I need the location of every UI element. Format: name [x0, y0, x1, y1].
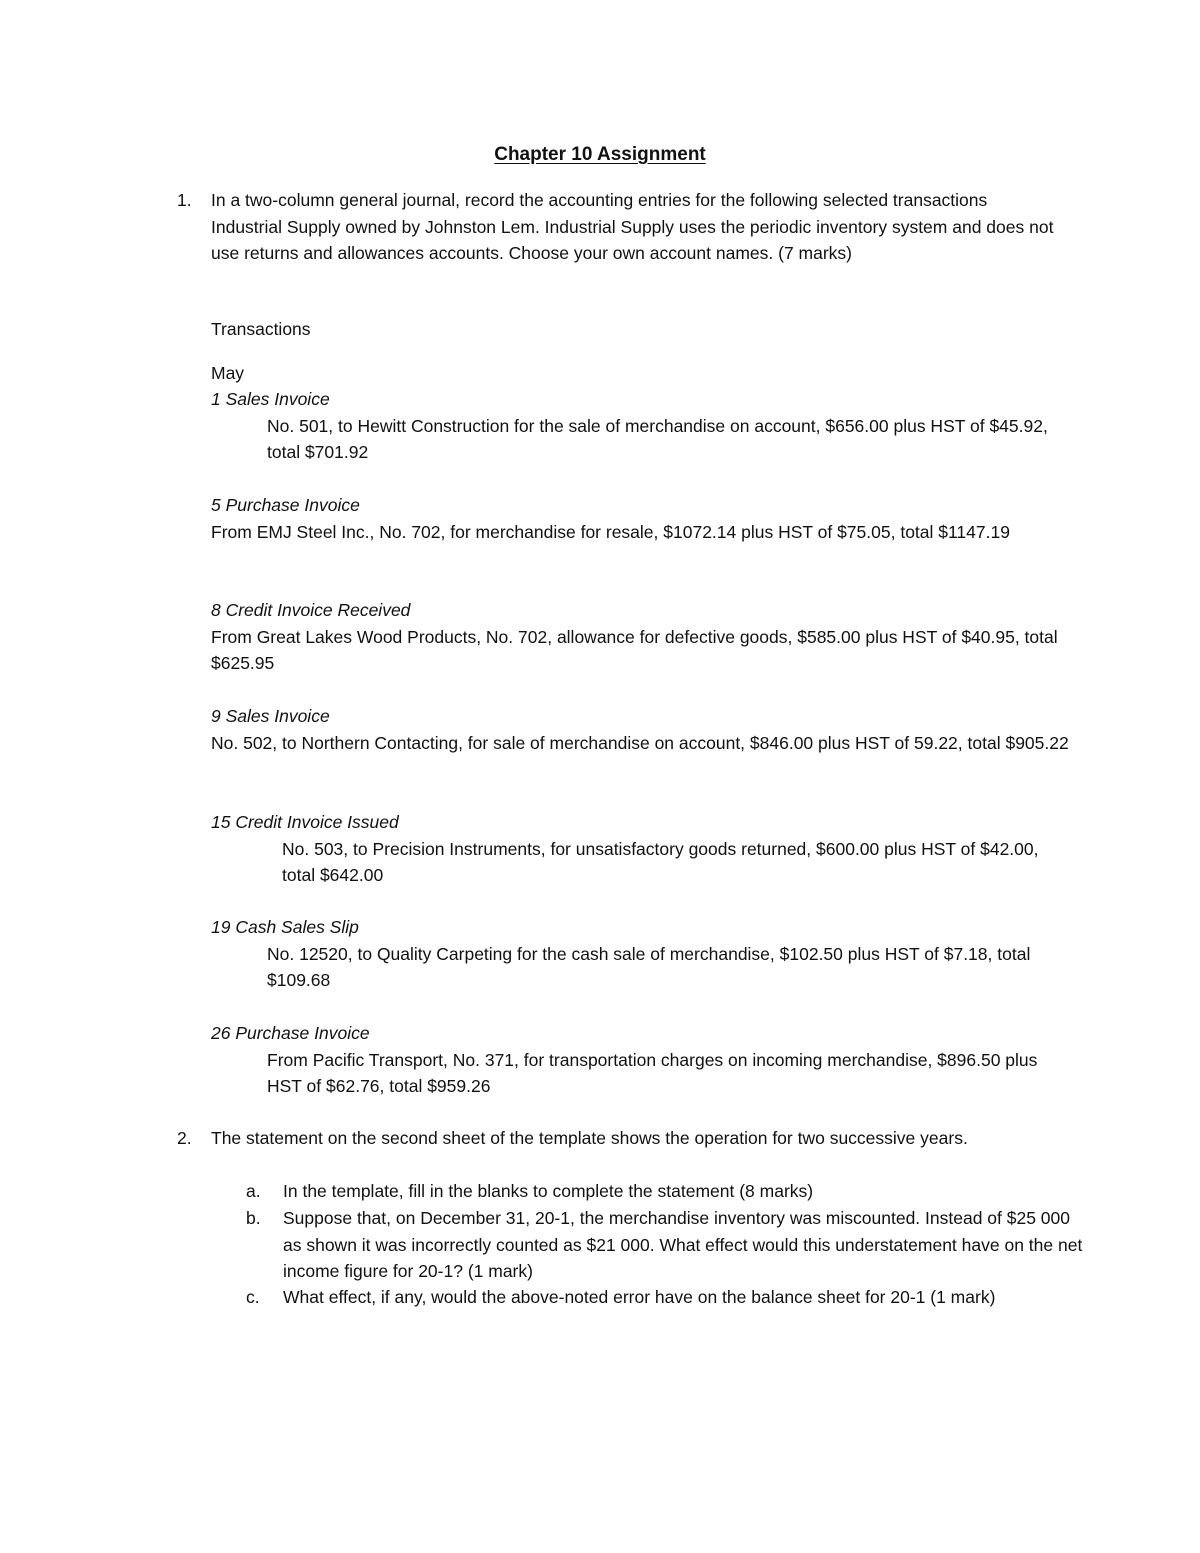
transaction-item [211, 914, 1071, 994]
transaction-heading: 8 Credit Invoice Received [211, 600, 411, 620]
transaction-item [211, 492, 1071, 545]
transaction-heading: 9 Sales Invoice [211, 706, 330, 726]
subpart-text: In the template, fill in the blanks to complete the statement (8 marks) [283, 1181, 814, 1201]
subpart-text: Suppose that, on December 31, 20-1, the merchandise inventory was miscounted. Instead of $25 000 as shown it was incorrectly counted as $21 000. What effect would this understatement have on the net income figure for 20-1? (1 mark) [283, 1208, 1083, 1281]
subpart-label: b. [246, 1208, 261, 1228]
transaction-heading: 5 Purchase Invoice [211, 495, 360, 515]
transaction-item [211, 703, 1071, 756]
transaction-heading: 26 Purchase Invoice [211, 1023, 370, 1043]
transaction-body: No. 502, to Northern Contacting, for sale of merchandise on account, $846.00 plus HST of 59.22, total $905.22 [211, 732, 1069, 753]
subpart-label: c. [246, 1287, 260, 1307]
transaction-body: No. 503, to Precision Instruments, for unsatisfactory goods returned, $600.00 plus HST of $42.00, total $642.00 [282, 838, 1039, 885]
transaction-item [211, 1020, 1071, 1100]
transaction-body: From EMJ Steel Inc., No. 702, for merchandise for resale, $1072.14 plus HST of $75.05, total $1147.19 [211, 521, 1010, 542]
transaction-body: No. 12520, to Quality Carpeting for the cash sale of merchandise, $102.50 plus HST of $7.18, total $109.68 [267, 943, 1031, 990]
transaction-body: From Great Lakes Wood Products, No. 702, allowance for defective goods, $585.00 plus HST of $40.95, total $625.95 [211, 626, 1058, 673]
question-text: The statement on the second sheet of the template shows the operation for two successive years. [211, 1128, 968, 1148]
subpart-text: What effect, if any, would the above-noted error have on the balance sheet for 20-1 (1 mark) [283, 1287, 996, 1307]
month-label: May [211, 363, 245, 383]
transactions-label: Transactions [211, 319, 311, 339]
transaction-item [211, 809, 1071, 889]
transaction-body: From Pacific Transport, No. 371, for transportation charges on incoming merchandise, $896.50 plus HST of $62.76, total $959.26 [267, 1049, 1038, 1096]
question-number: 2. [177, 1128, 192, 1148]
question-number: 1. [177, 190, 192, 210]
transaction-heading: 19 Cash Sales Slip [211, 917, 359, 937]
page-title: Chapter 10 Assignment [494, 144, 706, 165]
transaction-body: No. 501, to Hewitt Construction for the sale of merchandise on account, $656.00 plus HST of $45.92, total $701.92 [267, 415, 1048, 462]
subpart-label: a. [246, 1181, 261, 1201]
question-text: In a two-column general journal, record the accounting entries for the following selected transactions Industrial Supply owned by Johnston Lem. Industrial Supply uses the periodic inventory system and does not use returns and allowances accounts. Choose your own account names. (7 marks) [211, 190, 1054, 263]
transaction-heading: 15 Credit Invoice Issued [211, 812, 399, 832]
transaction-heading: 1 Sales Invoice [211, 389, 330, 409]
transaction-item [211, 386, 1071, 466]
transaction-item [211, 597, 1071, 677]
